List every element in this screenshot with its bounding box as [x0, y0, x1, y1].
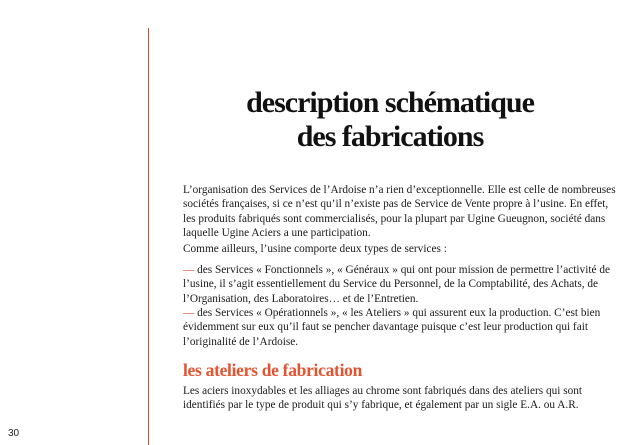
services-intro-paragraph [183, 242, 623, 256]
vertical-rule [148, 28, 149, 445]
ateliers-paragraph-text: Les aciers inoxydables et les alliages au chrome sont fabriqués dans des ateliers qui sont identifiés par le type de produit qui s’y fabrique, et également par un sigle E.A. ou A.R. [183, 385, 583, 412]
intro-paragraph [183, 183, 623, 240]
services-intro-text: Comme ailleurs, l’usine comporte deux types de services : [183, 243, 447, 255]
dash-marker: — [183, 264, 195, 276]
dash-marker: — [183, 307, 195, 319]
intro-paragraph-text: L’organisation des Services de l’Ardoise n’a rien d’exceptionnelle. Elle est celle de nombreuses sociétés françaises, si ce n’est qu’il n’existe pas de Service de Vente propre à l’usine. En effet, les produits fabriqués sont commercialisés, pour la plupart par Ugine Gueugnon, société dans laquelle Ugine Aciers a une participation. [183, 184, 616, 239]
section-subtitle: les ateliers de fabrication [183, 360, 363, 380]
list-item-fonctionnels-body: des Services « Fonctionnels », « Généraux » qui ont pour mission de permettre l’activité de l’usine, il s’agit essentiellement du Service du Personnel, de la Comptabilité, des Achats, de l’Organisation, des Laboratoires… et de l’Entretien. [183, 264, 610, 305]
list-item-operationnels [183, 306, 623, 349]
page-title [190, 86, 590, 154]
list-item-operationnels-text [183, 306, 623, 349]
page-title-line-2: des fabrications [296, 120, 484, 153]
list-item-fonctionnels-text [183, 263, 623, 306]
ateliers-paragraph [183, 384, 623, 413]
page-title-line-1: description schématique [246, 86, 534, 119]
page-number: 30 [8, 428, 20, 439]
list-item-operationnels-body: des Services « Opérationnels », « les Ateliers » qui assurent eux la production. C’est bien évidemment sur eux qu’il faut se pencher davantage puisque c’est leur production qui fait l’originalité de l’Ardoise. [183, 307, 601, 348]
list-item-fonctionnels [183, 263, 623, 306]
